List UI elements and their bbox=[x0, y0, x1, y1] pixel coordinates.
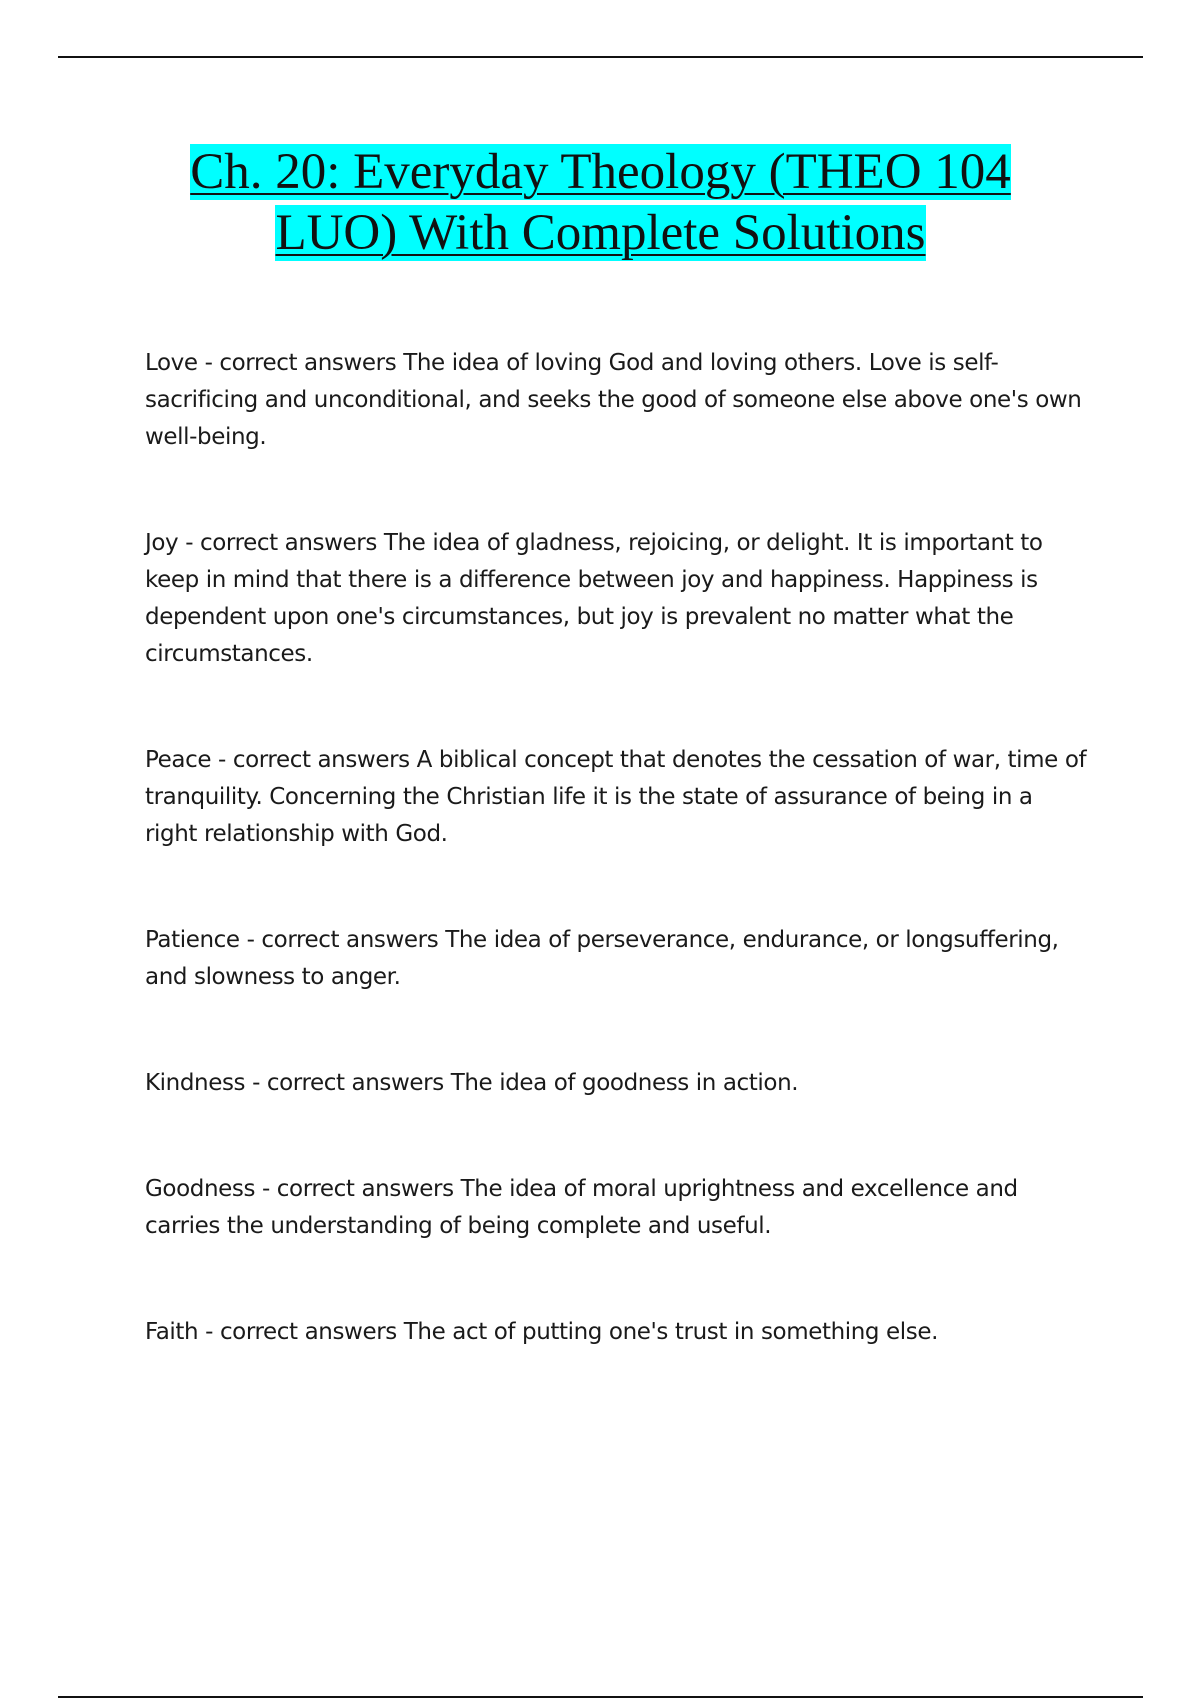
entry-definition: A biblical concept that denotes the cessation of war, time of tranquility. Concerning the Christian life it is the state of assurance of being in a right relationship with God. bbox=[145, 747, 1087, 847]
entry-definition: The idea of perseverance, endurance, or longsuffering, and slowness to anger. bbox=[145, 927, 1059, 990]
entry-term: Patience - bbox=[145, 927, 261, 953]
entry-list bbox=[145, 345, 1090, 1420]
entry-definition: The idea of moral uprightness and excellence and carries the understanding of being complete and useful. bbox=[145, 1176, 1018, 1239]
entry-love bbox=[145, 345, 1090, 456]
document-title bbox=[58, 142, 1143, 264]
answer-tag: correct answers bbox=[261, 927, 439, 953]
answer-tag: correct answers bbox=[232, 747, 410, 773]
entry-kindness bbox=[145, 1065, 1090, 1102]
entry-goodness bbox=[145, 1171, 1090, 1245]
entry-definition: The idea of gladness, rejoicing, or delight. It is important to keep in mind that there is a difference between joy and happiness. Happiness is dependent upon one's circumstances, but joy is prevalent no matter what the circumstances. bbox=[145, 530, 1043, 667]
answer-tag: correct answers bbox=[266, 1070, 444, 1096]
entry-term: Kindness - bbox=[145, 1070, 267, 1096]
answer-tag: correct answers bbox=[219, 1319, 397, 1345]
entry-definition: The idea of goodness in action. bbox=[450, 1070, 799, 1096]
bottom-rule bbox=[58, 1696, 1143, 1698]
entry-definition: The idea of loving God and loving others. Love is self-sacrificing and unconditional, and seeks the good of someone else above one's own well-being. bbox=[145, 350, 1082, 450]
entry-term: Joy - bbox=[145, 530, 200, 556]
title-line-2: LUO) With Complete Solutions bbox=[275, 205, 926, 261]
entry-faith bbox=[145, 1314, 1090, 1351]
answer-tag: correct answers bbox=[219, 350, 397, 376]
entry-peace bbox=[145, 742, 1090, 853]
entry-definition: The act of putting one's trust in something else. bbox=[403, 1319, 939, 1345]
entry-term: Faith - bbox=[145, 1319, 220, 1345]
entry-term: Love - bbox=[145, 350, 219, 376]
answer-tag: correct answers bbox=[200, 530, 377, 556]
answer-tag: correct answers bbox=[276, 1176, 454, 1202]
entry-patience bbox=[145, 922, 1090, 996]
entry-term: Goodness - bbox=[145, 1176, 277, 1202]
entry-term: Peace - bbox=[145, 747, 233, 773]
entry-joy bbox=[145, 525, 1090, 673]
title-line-1: Ch. 20: Everyday Theology (THEO 104 bbox=[190, 144, 1011, 200]
top-rule bbox=[58, 56, 1143, 58]
